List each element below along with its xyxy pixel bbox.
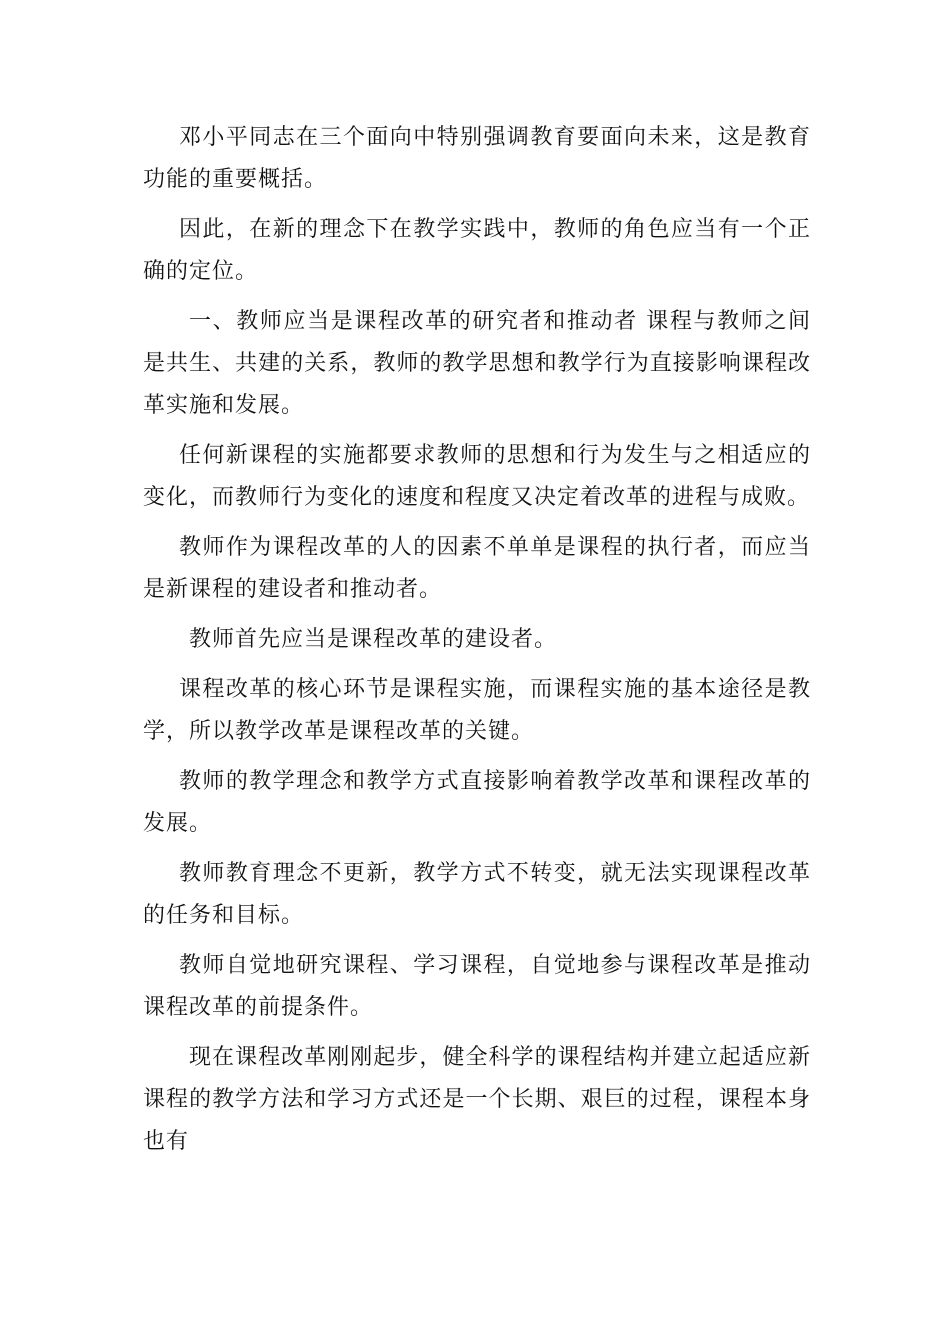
document-body: [143, 117, 811, 1171]
paragraph-7: 课程改革的核心环节是课程实施，而课程实施的基本途径是教学，所以教学改革是课程改革的关键。: [143, 677, 811, 744]
paragraph-5: 教师作为课程改革的人的因素不单单是课程的执行者，而应当是新课程的建设者和推动者。: [143, 535, 811, 602]
paragraph-2: 因此，在新的理念下在教学实践中，教师的角色应当有一个正确的定位。: [143, 217, 811, 284]
paragraph-10: 教师自觉地研究课程、学习课程，自觉地参与课程改革是推动课程改革的前提条件。: [143, 953, 811, 1020]
paragraph-4: 任何新课程的实施都要求教师的思想和行为发生与之相适应的变化，而教师行为变化的速度和程度又决定着改革的进程与成败。: [143, 443, 811, 510]
paragraph-3-section-heading: 一、教师应当是课程改革的研究者和推动者 课程与教师之间是共生、共建的关系，教师的教学思想和教学行为直接影响课程改革实施和发展。: [143, 309, 811, 418]
paragraph-1: 邓小平同志在三个面向中特别强调教育要面向未来，这是教育功能的重要概括。: [143, 125, 811, 192]
paragraph-9: 教师教育理念不更新，教学方式不转变，就无法实现课程改革的任务和目标。: [143, 861, 811, 928]
paragraph-8: 教师的教学理念和教学方式直接影响着教学改革和课程改革的发展。: [143, 769, 811, 836]
paragraph-6: 教师首先应当是课程改革的建设者。: [189, 627, 558, 652]
paragraph-11: 现在课程改革刚刚起步，健全科学的课程结构并建立起适应新课程的教学方法和学习方式还是一个长期、艰巨的过程，课程本身也有: [143, 1045, 811, 1154]
